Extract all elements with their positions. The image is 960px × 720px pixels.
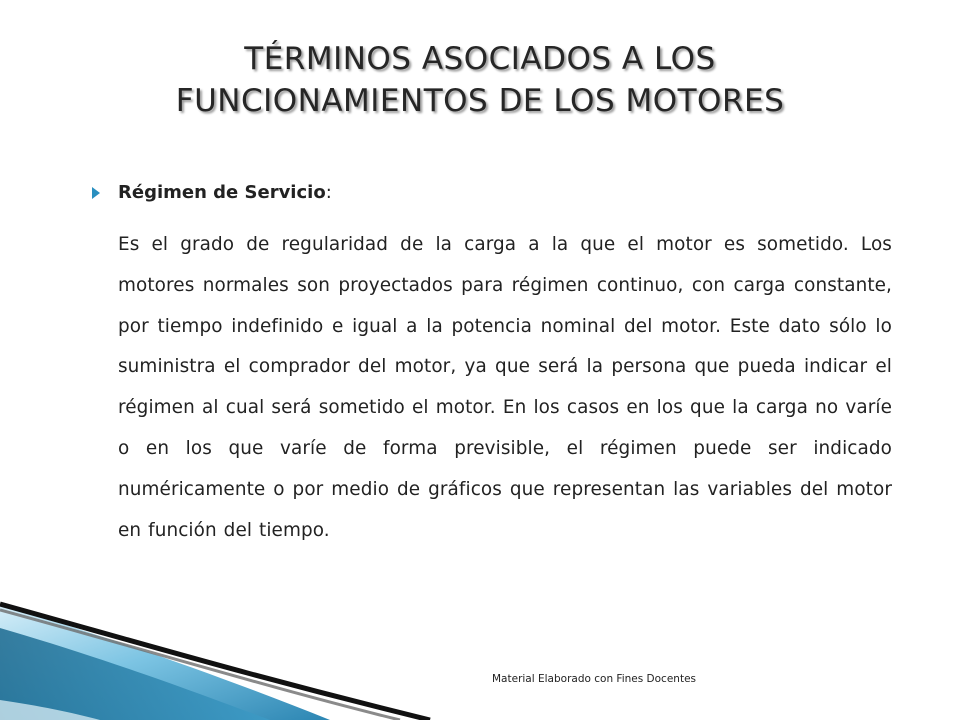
wave-fill [0, 605, 330, 720]
bullet-heading-text: Régimen de Servicio [118, 182, 326, 203]
wave-highlight [0, 700, 100, 720]
triangle-right-icon [92, 187, 100, 199]
bullet-heading [118, 182, 332, 203]
bullet-heading-colon: : [325, 182, 332, 203]
body-paragraph: Es el grado de regularidad de la carga a la que el motor es sometido. Los motores normales son proyectados para régimen continuo, con carga constante, por tiempo indefinido e igual a la potencia nominal del motor. Este dato sólo lo suministra el comprador del motor, ya que será la persona que pueda indicar el régimen al cual será sometido el motor. En los casos en los que la carga no varíe o en los que varíe de forma previsible, el régimen puede ser indicado numéricamente o por medio de gráficos que representan las variables del motor en función del tiempo. [118, 234, 892, 541]
wave-stroke-dark [0, 604, 430, 720]
footer-note: Material Elaborado con Fines Docentes [492, 673, 696, 685]
slide-title: TÉRMINOS ASOCIADOS A LOS FUNCIONAMIENTOS DE LOS MOTORES [175, 41, 785, 119]
bullet-item [92, 182, 332, 203]
wave-band [0, 628, 270, 720]
wave-stroke-gray [0, 610, 400, 720]
